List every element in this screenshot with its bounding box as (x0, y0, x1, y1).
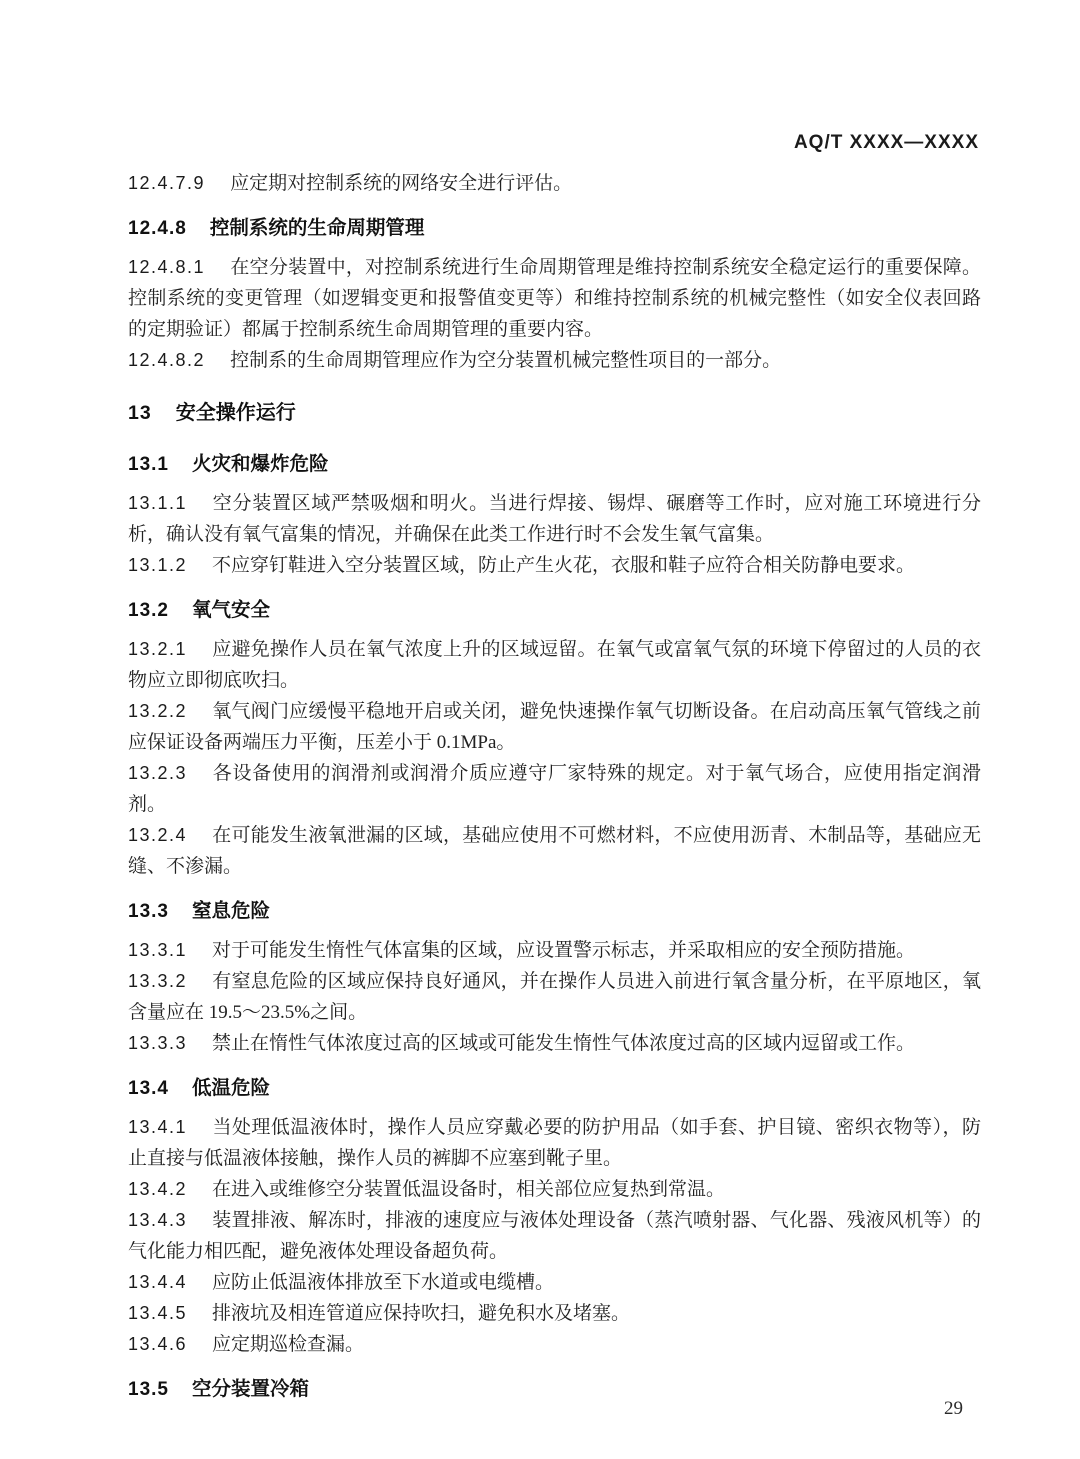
clause-number: 12.4.8 (128, 218, 187, 239)
clause-text: 当处理低温液体时，操作人员应穿戴必要的防护用品（如手套、护目镜、密织衣物等），防止直接与低温液体接触，操作人员的裤脚不应塞到靴子里。 (128, 1117, 981, 1169)
clause-13-3-3 (128, 1028, 981, 1059)
clause-12-4-8-2 (128, 345, 981, 376)
clause-12-4-7-9 (128, 168, 981, 199)
clause-number: 13.3 (128, 901, 169, 922)
clause-13-1-2 (128, 550, 981, 581)
clause-text: 有窒息危险的区域应保持良好通风，并在操作人员进入前进行氧含量分析，在平原地区，氧含量应在 19.5～23.5%之间。 (128, 971, 981, 1023)
clause-number: 13.3.3 (128, 1033, 188, 1053)
clause-13-4-6 (128, 1329, 981, 1360)
clause-number: 13.2.1 (128, 639, 188, 659)
clause-text: 应定期对控制系统的网络安全进行评估。 (230, 173, 573, 194)
clause-13-4-5 (128, 1298, 981, 1329)
clause-number: 13.3.1 (128, 940, 188, 960)
document-body (128, 168, 981, 1413)
clause-text: 应定期巡检查漏。 (212, 1334, 365, 1355)
clause-text: 在空分装置中，对控制系统进行生命周期管理是维持控制系统安全稳定运行的重要保障。控制系统的变更管理（如逻辑变更和报警值变更等）和维持控制系统的机械完整性（如安全仪表回路的定期验证）都属于控制系统生命周期管理的重要内容。 (128, 257, 981, 340)
clause-number: 13.4.6 (128, 1334, 188, 1354)
clause-number: 13.1.1 (128, 493, 188, 513)
clause-number: 12.4.7.9 (128, 173, 206, 193)
clause-number: 12.4.8.2 (128, 350, 206, 370)
clause-number: 13.4.4 (128, 1272, 188, 1292)
heading-13-4 (128, 1073, 981, 1104)
heading-text: 火灾和爆炸危险 (191, 453, 329, 475)
clause-text: 装置排液、解冻时，排液的速度应与液体处理设备（蒸汽喷射器、气化器、残液风机等）的气化能力相匹配，避免液体处理设备超负荷。 (128, 1210, 981, 1262)
clause-13-1-1 (128, 488, 981, 550)
heading-text: 窒息危险 (191, 900, 270, 922)
clause-number: 13.4 (128, 1078, 169, 1099)
clause-13-2-1 (128, 634, 981, 696)
clause-13-3-2 (128, 966, 981, 1028)
clause-text: 对于可能发生惰性气体富集的区域，应设置警示标志，并采取相应的安全预防措施。 (212, 940, 916, 961)
clause-text: 在进入或维修空分装置低温设备时，相关部位应复热到常温。 (212, 1179, 726, 1200)
clause-text: 排液坑及相连管道应保持吹扫，避免积水及堵塞。 (212, 1303, 631, 1324)
clause-13-2-2 (128, 696, 981, 758)
page-number: 29 (944, 1398, 963, 1419)
clause-13-3-1 (128, 935, 981, 966)
clause-number: 13 (128, 402, 152, 424)
clause-text: 在可能发生液氧泄漏的区域，基础应使用不可燃材料，不应使用沥青、木制品等，基础应无缝、不渗漏。 (128, 825, 981, 877)
heading-13-3 (128, 896, 981, 927)
clause-12-4-8-1 (128, 252, 981, 345)
clause-number: 13.2 (128, 600, 169, 621)
heading-13-2 (128, 595, 981, 626)
clause-13-4-2 (128, 1174, 981, 1205)
clause-text: 应防止低温液体排放至下水道或电缆槽。 (212, 1272, 555, 1293)
clause-number: 13.2.4 (128, 825, 188, 845)
clause-text: 不应穿钉鞋进入空分装置区域，防止产生火花，衣服和鞋子应符合相关防静电要求。 (212, 555, 916, 576)
clause-13-4-3 (128, 1205, 981, 1267)
clause-number: 13.2.2 (128, 701, 188, 721)
clause-number: 13.2.3 (128, 763, 188, 783)
clause-text: 禁止在惰性气体浓度过高的区域或可能发生惰性气体浓度过高的区域内逗留或工作。 (212, 1033, 916, 1054)
document-code-header: AQ/T XXXX—XXXX (793, 132, 979, 153)
clause-number: 13.4.5 (128, 1303, 188, 1323)
heading-13 (128, 398, 981, 429)
clause-number: 13.4.1 (128, 1117, 188, 1137)
clause-text: 控制系的生命周期管理应作为空分装置机械完整性项目的一部分。 (230, 350, 782, 371)
clause-13-2-3 (128, 758, 981, 820)
clause-text: 空分装置区域严禁吸烟和明火。当进行焊接、锡焊、碾磨等工作时，应对施工环境进行分析，确认没有氧气富集的情况，并确保在此类工作进行时不会发生氧气富集。 (128, 493, 981, 545)
clause-13-2-4 (128, 820, 981, 882)
clause-number: 13.4.3 (128, 1210, 188, 1230)
clause-text: 各设备使用的润滑剂或润滑介质应遵守厂家特殊的规定。对于氧气场合，应使用指定润滑剂。 (128, 763, 981, 815)
heading-13-1 (128, 449, 981, 480)
heading-text: 空分装置冷箱 (191, 1378, 309, 1400)
heading-12-4-8 (128, 213, 981, 244)
heading-13-5 (128, 1374, 981, 1405)
clause-number: 13.5 (128, 1379, 169, 1400)
heading-text: 低温危险 (191, 1077, 270, 1099)
clause-number: 13.1.2 (128, 555, 188, 575)
heading-text: 氧气安全 (191, 599, 270, 621)
heading-text: 安全操作运行 (175, 402, 296, 424)
clause-number: 13.1 (128, 454, 169, 475)
clause-number: 13.3.2 (128, 971, 188, 991)
clause-number: 13.4.2 (128, 1179, 188, 1199)
clause-text: 氧气阀门应缓慢平稳地开启或关闭，避免快速操作氧气切断设备。在启动高压氧气管线之前应保证设备两端压力平衡，压差小于 0.1MPa。 (128, 701, 981, 753)
heading-text: 控制系统的生命周期管理 (209, 217, 425, 239)
clause-text: 应避免操作人员在氧气浓度上升的区域逗留。在氧气或富氧气氛的环境下停留过的人员的衣物应立即彻底吹扫。 (128, 639, 981, 691)
clause-13-4-1 (128, 1112, 981, 1174)
clause-number: 12.4.8.1 (128, 257, 206, 277)
clause-13-4-4 (128, 1267, 981, 1298)
